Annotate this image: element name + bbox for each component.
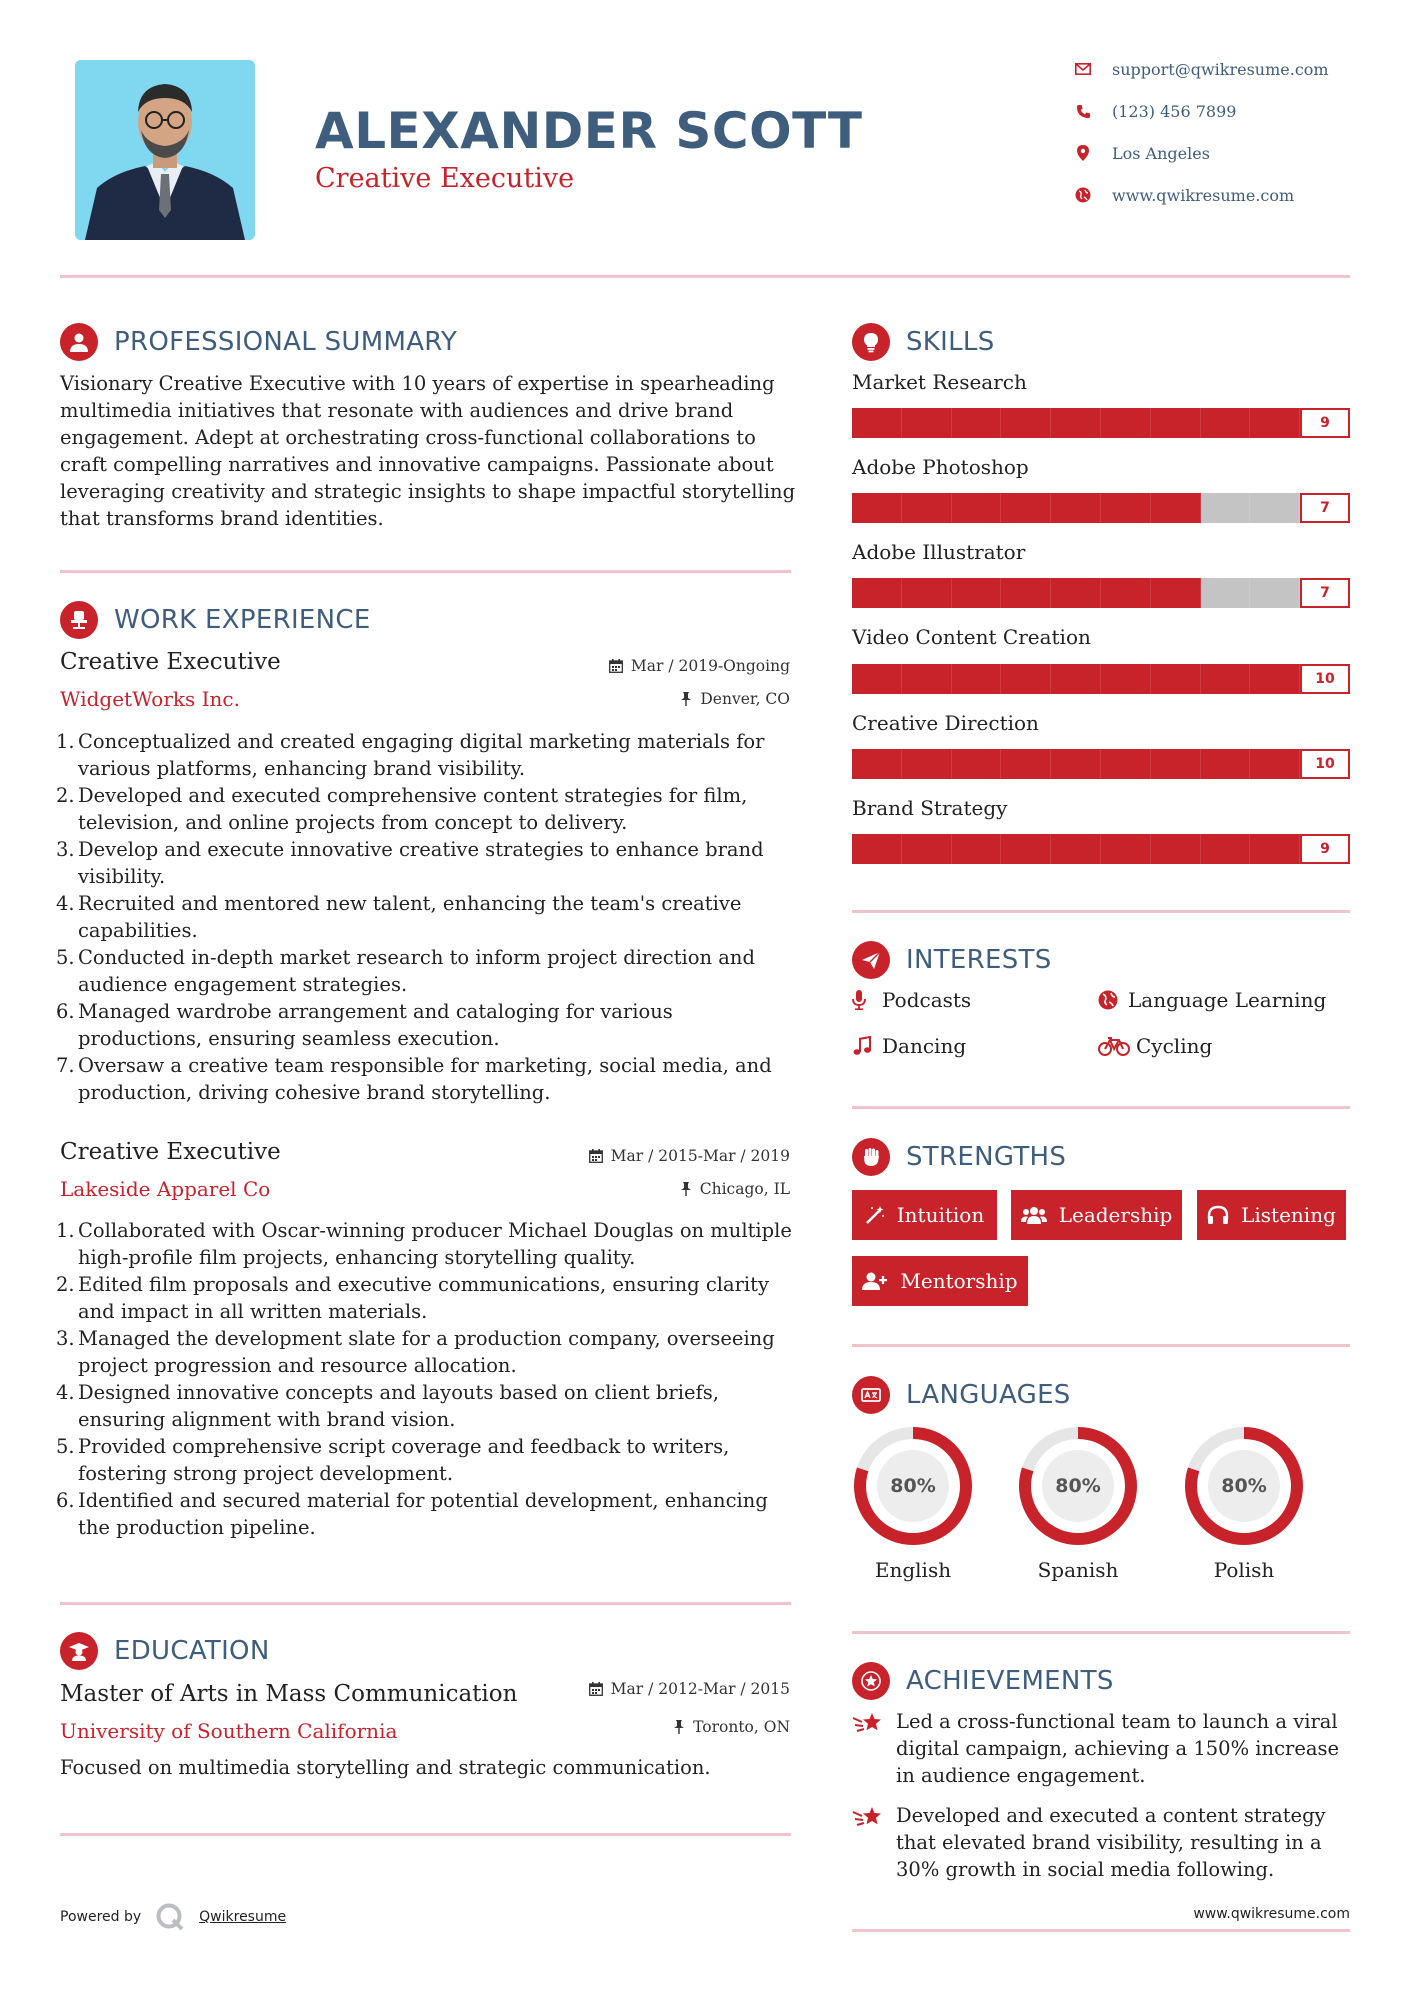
list-item: 2. Edited film proposals and executive communications, ensuring clarity and impact in all written materials. (56, 1273, 770, 1323)
skill-bar-segment (902, 749, 952, 779)
job-2-company: Lakeside Apparel Co (60, 1177, 271, 1201)
list-item: 3. Develop and execute innovative creative strategies to enhance brand visibility. (56, 838, 764, 888)
calendar-icon (609, 659, 623, 673)
powered-by (60, 1900, 286, 1934)
qwikresume-link[interactable]: Qwikresume (199, 1909, 287, 1925)
job-2-dates-text: Mar / 2015-Mar / 2019 (610, 1147, 790, 1165)
job-2-location (680, 1180, 790, 1198)
skill-bar-segment (1101, 749, 1151, 779)
education-divider (60, 1833, 791, 1836)
skill-bar-segment (952, 408, 1002, 438)
summary-divider (60, 570, 791, 573)
language-name: Spanish (1037, 1558, 1119, 1582)
phone-icon (1072, 100, 1094, 122)
skill-bar-segment (1101, 493, 1151, 523)
interests-heading-text: INTERESTS (906, 945, 1052, 975)
strengths-heading-text: STRENGTHS (906, 1142, 1067, 1172)
skill-value: 10 (1300, 664, 1350, 694)
skill-bar-segment (902, 664, 952, 694)
skill-bar-segment (1151, 493, 1201, 523)
skill-bar-segment (1051, 834, 1101, 864)
skill-label: Adobe Photoshop (852, 455, 1029, 479)
contact-website[interactable] (1072, 183, 1294, 207)
list-item: 4. Recruited and mentored new talent, enhancing the team's creative capabilities. (56, 892, 742, 942)
calendar-icon (589, 1682, 603, 1696)
job-1-location-text: Denver, CO (700, 690, 790, 708)
skill-bar-segment (1001, 749, 1051, 779)
list-item: 7. Oversaw a creative team responsible for marketing, social media, and production, driving cohesive brand storytelling. (56, 1054, 772, 1104)
skill-bar-segment (1101, 408, 1151, 438)
list-item: 3. Managed the development slate for a production company, overseeing project progression and resource allocation. (56, 1327, 775, 1377)
contact-phone[interactable] (1072, 99, 1236, 123)
skill-bar-segment (1101, 664, 1151, 694)
skill-bar-segment (852, 834, 902, 864)
shooting-star-icon (852, 1802, 896, 1883)
skill-bar-segment (1051, 749, 1101, 779)
skill-value: 7 (1300, 493, 1350, 523)
job-1-company: WidgetWorks Inc. (60, 687, 240, 711)
job-1-title: Creative Executive (60, 649, 281, 675)
language-item (1016, 1424, 1140, 1582)
skill-bar (852, 578, 1350, 608)
language-name: English (874, 1558, 952, 1582)
skill-bar-segment (1001, 578, 1051, 608)
list-item: 6. Identified and secured material for potential development, enhancing the production pipeline. (56, 1489, 768, 1539)
education-location (673, 1718, 790, 1736)
qwikresume-logo-icon (155, 1902, 185, 1932)
skill-bar-segment (852, 408, 902, 438)
job-1-bullets (56, 728, 800, 1106)
headphones-icon (1207, 1205, 1229, 1225)
strength-chip: Intuition (852, 1190, 997, 1240)
skill-bar-segment (1250, 578, 1300, 608)
job-2-location-text: Chicago, IL (699, 1180, 790, 1198)
language-item (1182, 1424, 1306, 1582)
skill-bar-segment (1250, 493, 1300, 523)
summary-text: Visionary Creative Executive with 10 years of expertise in spearheading multimedia initiatives that resonate with audiences and drive brand engagement. Adept at orchestrating cross-functional collaborations to craft compelling narratives and innovative campaigns. Passionate about leveraging creativity and strategic insights to shape impactful storytelling that transforms brand identities. (60, 372, 796, 530)
summary-heading-text: PROFESSIONAL SUMMARY (114, 327, 458, 357)
list-item: 1. Conceptualized and created engaging digital marketing materials for various platforms, enhancing brand visibility. (56, 730, 765, 780)
skill-bar-segment (1201, 493, 1251, 523)
user-plus-icon (862, 1271, 888, 1291)
job-2-dates (589, 1147, 790, 1165)
interest-item: Podcasts (852, 988, 971, 1012)
interest-item: Dancing (852, 1034, 966, 1058)
skill-bar-segment (1250, 749, 1300, 779)
skill-bar-segment (952, 493, 1002, 523)
skill-bar-segment (1051, 493, 1101, 523)
calendar-icon (589, 1149, 603, 1163)
pushpin-icon (680, 1182, 692, 1196)
skill-bar-segment (952, 664, 1002, 694)
pushpin-icon (680, 692, 692, 706)
skill-bar-segment (902, 408, 952, 438)
globe-icon (1072, 184, 1094, 206)
languages-heading (852, 1376, 1071, 1414)
skill-bar-segment (1201, 578, 1251, 608)
strengths-divider (852, 1344, 1350, 1347)
translate-icon (852, 1376, 890, 1414)
candidate-name: ALEXANDER SCOTT (315, 102, 863, 160)
list-item: 4. Designed innovative concepts and layouts based on client briefs, ensuring alignment with brand vision. (56, 1381, 719, 1431)
languages-divider (852, 1631, 1350, 1634)
skill-label: Video Content Creation (852, 625, 1091, 649)
skill-bar-segment (852, 664, 902, 694)
interest-item: Language Learning (1098, 988, 1326, 1012)
job-2-title: Creative Executive (60, 1139, 281, 1165)
skill-bar-segment (902, 493, 952, 523)
fist-icon (852, 1138, 890, 1176)
skill-bar-segment (952, 749, 1002, 779)
skill-bar-segment (1001, 664, 1051, 694)
education-location-text: Toronto, ON (693, 1718, 790, 1736)
paper-plane-icon (852, 941, 890, 979)
skill-bar (852, 664, 1350, 694)
skill-bar-segment (1151, 749, 1201, 779)
language-item (851, 1424, 975, 1582)
skill-bar-segment (1201, 749, 1251, 779)
skill-bar-segment (1201, 664, 1251, 694)
job-1-location (680, 690, 790, 708)
skill-value: 9 (1300, 834, 1350, 864)
job-2-bullets (56, 1217, 800, 1541)
contact-email[interactable] (1072, 57, 1329, 81)
skill-bar-segment (1250, 408, 1300, 438)
powered-by-label: Powered by (60, 1909, 142, 1925)
skill-bar-segment (1051, 664, 1101, 694)
contact-location-text: Los Angeles (1112, 143, 1210, 163)
strengths-heading (852, 1138, 1066, 1176)
list-item: 2. Developed and executed comprehensive content strategies for film, television, and online projects from concept to delivery. (56, 784, 748, 834)
skill-bar-segment (1250, 834, 1300, 864)
achievement-item: Developed and executed a content strategy that elevated brand visibility, resulting in a 30% growth in social media following. (852, 1802, 1352, 1883)
contact-website-text: www.qwikresume.com (1112, 185, 1295, 205)
globe-icon (1098, 990, 1124, 1010)
job-1-dates (609, 657, 790, 675)
microphone-icon (852, 990, 878, 1010)
language-percent: 80% (1221, 1475, 1267, 1497)
education-heading (60, 1632, 270, 1670)
skill-bar-segment (902, 578, 952, 608)
interests-heading (852, 941, 1052, 979)
summary-heading (60, 323, 457, 361)
list-item: 5. Provided comprehensive script coverage and feedback to writers, fostering strong project development. (56, 1435, 730, 1485)
skill-bar-segment (1101, 834, 1151, 864)
skill-bar-segment (1051, 408, 1101, 438)
skill-bar-segment (902, 834, 952, 864)
skill-bar-segment (1151, 408, 1201, 438)
skill-label: Creative Direction (852, 711, 1039, 735)
contact-location (1072, 141, 1210, 165)
music-note-icon (852, 1036, 878, 1056)
education-school: University of Southern California (60, 1719, 398, 1743)
skill-bar-segment (1001, 493, 1051, 523)
skill-bar-segment (952, 578, 1002, 608)
candidate-title: Creative Executive (315, 163, 575, 194)
work-divider (60, 1602, 791, 1605)
language-percent: 80% (890, 1475, 936, 1497)
language-percent: 80% (1055, 1475, 1101, 1497)
skill-bar-segment (852, 493, 902, 523)
language-name: Polish (1213, 1558, 1275, 1582)
skill-label: Market Research (852, 370, 1027, 394)
skill-bar-segment (1151, 578, 1201, 608)
map-pin-icon (1072, 142, 1094, 164)
profile-photo (75, 60, 255, 240)
skill-bar-segment (1101, 578, 1151, 608)
skill-bar-segment (1051, 578, 1101, 608)
achievement-item: Led a cross-functional team to launch a viral digital campaign, achieving a 150% increase in audience engagement. (852, 1708, 1352, 1789)
skill-value: 9 (1300, 408, 1350, 438)
skill-bar-segment (1201, 408, 1251, 438)
interest-item: Cycling (1098, 1034, 1212, 1058)
skill-bar-segment (1001, 408, 1051, 438)
skill-bar (852, 408, 1350, 438)
strength-chip: Leadership (1011, 1190, 1182, 1240)
achievements-heading (852, 1662, 1114, 1700)
contact-email-text: support@qwikresume.com (1112, 59, 1329, 79)
envelope-icon (1072, 58, 1094, 80)
list-item: 5. Conducted in-depth market research to inform project direction and audience engagement strategies. (56, 946, 755, 996)
contact-phone-text: (123) 456 7899 (1112, 101, 1237, 121)
skill-bar (852, 493, 1350, 523)
user-icon (60, 323, 98, 361)
footer-divider (852, 1929, 1350, 1932)
lightbulb-icon (852, 323, 890, 361)
interests-divider (852, 1106, 1350, 1109)
skills-divider (852, 910, 1350, 913)
strength-chip: Mentorship (852, 1256, 1028, 1306)
skill-bar-segment (952, 834, 1002, 864)
skill-bar-segment (1201, 834, 1251, 864)
graduate-icon (60, 1632, 98, 1670)
skill-bar-segment (1001, 834, 1051, 864)
strength-chip: Listening (1197, 1190, 1346, 1240)
list-item: 1. Collaborated with Oscar-winning producer Michael Douglas on multiple high-profile film projects, enhancing storytelling quality. (56, 1219, 792, 1269)
skill-label: Brand Strategy (852, 796, 1008, 820)
footer-url[interactable]: www.qwikresume.com (1193, 1906, 1350, 1922)
work-heading (60, 601, 371, 639)
list-item: 6. Managed wardrobe arrangement and cataloging for various productions, ensuring seamless execution. (56, 1000, 673, 1050)
languages-heading-text: LANGUAGES (906, 1380, 1071, 1410)
education-dates-text: Mar / 2012-Mar / 2015 (610, 1680, 790, 1698)
skills-heading (852, 323, 995, 361)
achievements-heading-text: ACHIEVEMENTS (906, 1666, 1114, 1696)
header-divider (60, 275, 1350, 278)
skill-value: 10 (1300, 749, 1350, 779)
pushpin-icon (673, 1720, 685, 1734)
skill-bar-segment (852, 578, 902, 608)
users-icon (1021, 1205, 1047, 1225)
star-badge-icon (852, 1662, 890, 1700)
education-note: Focused on multimedia storytelling and strategic communication. (60, 1756, 711, 1779)
skill-bar-segment (852, 749, 902, 779)
skill-bar-segment (1151, 834, 1201, 864)
skills-heading-text: SKILLS (906, 327, 995, 357)
shooting-star-icon (852, 1708, 896, 1789)
job-1-dates-text: Mar / 2019-Ongoing (630, 657, 790, 675)
skill-label: Adobe Illustrator (852, 540, 1026, 564)
chair-icon (60, 601, 98, 639)
education-heading-text: EDUCATION (114, 1636, 270, 1666)
skill-bar-segment (1250, 664, 1300, 694)
education-dates (589, 1680, 790, 1698)
bicycle-icon (1098, 1036, 1132, 1056)
skill-bar (852, 834, 1350, 864)
magic-wand-icon (865, 1205, 885, 1225)
work-heading-text: WORK EXPERIENCE (114, 605, 371, 635)
education-degree: Master of Arts in Mass Communication (60, 1681, 518, 1707)
skill-bar (852, 749, 1350, 779)
skill-value: 7 (1300, 578, 1350, 608)
skill-bar-segment (1151, 664, 1201, 694)
